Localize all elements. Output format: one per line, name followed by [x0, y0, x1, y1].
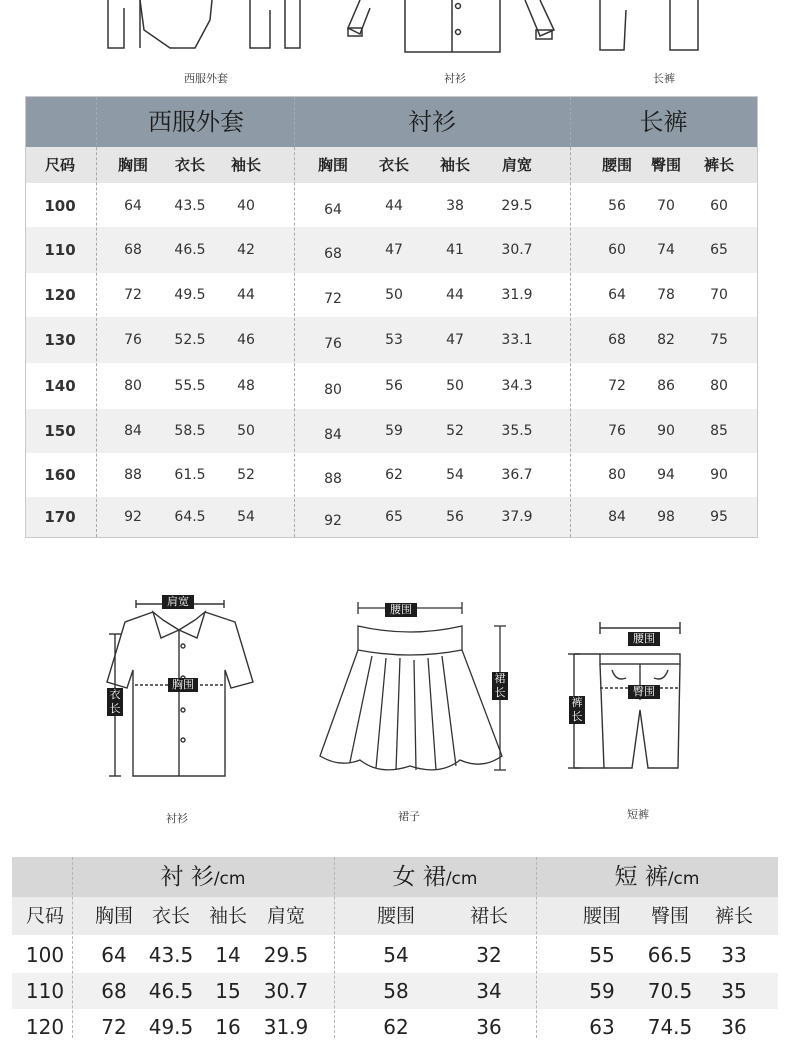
- size-cell: 150: [44, 422, 76, 440]
- table-cell: 92: [324, 513, 342, 529]
- table-cell: 74.5: [647, 1015, 693, 1039]
- column-hip: 臀围: [650, 905, 689, 927]
- section-shirt: [72, 857, 334, 897]
- table-cell: 64: [124, 198, 142, 214]
- table-cell: 78: [657, 287, 675, 303]
- table-cell: 33: [721, 943, 747, 967]
- table-cell: 30.7: [263, 979, 309, 1003]
- table-cell: 40: [237, 198, 255, 214]
- section-unit: /cm: [213, 869, 246, 889]
- column-hip: 臀围: [650, 156, 681, 174]
- table-cell: 47: [446, 332, 464, 348]
- table-cell: 36: [721, 1015, 747, 1039]
- section-suit-jacket: 西服外套: [148, 108, 244, 136]
- table-cell: 34.3: [501, 378, 533, 394]
- table-cell: 84: [124, 423, 142, 439]
- table-cell: 76: [124, 332, 142, 348]
- column-divider: [334, 857, 335, 1038]
- column-divider: [570, 97, 571, 537]
- suit-jacket-label: 西服外套: [184, 72, 228, 85]
- table-row: [26, 317, 757, 363]
- table-cell: 82: [657, 332, 675, 348]
- skirt-figure-label: 裙子: [398, 810, 420, 823]
- shirt-top-figure: [340, 0, 570, 60]
- table-cell: 14: [215, 943, 241, 967]
- table-cell: 62: [383, 1015, 409, 1039]
- table-cell: 49.5: [148, 1015, 194, 1039]
- table-cell: 75: [710, 332, 728, 348]
- table-cell: 50: [446, 378, 464, 394]
- table-row: [26, 453, 757, 497]
- table-cell: 36: [476, 1015, 502, 1039]
- table-cell: 52: [446, 423, 464, 439]
- table-cell: 58: [383, 979, 409, 1003]
- tag-length: 衣长: [107, 688, 123, 716]
- table-row: [12, 1009, 778, 1045]
- table-cell: 88: [324, 471, 342, 487]
- column-sleeve: 袖长: [230, 156, 261, 174]
- table-cell: 38: [446, 198, 464, 214]
- column-divider: [536, 857, 537, 1038]
- table-cell: 41: [446, 242, 464, 258]
- table-cell: 32: [476, 943, 502, 967]
- table-row: [26, 185, 757, 227]
- tag-pants-length: 裤长: [569, 696, 585, 724]
- table-cell: 35.5: [501, 423, 533, 439]
- tag-waist: 腰围: [385, 603, 417, 617]
- size-cell: 140: [44, 377, 76, 395]
- size-cell: 120: [25, 1015, 65, 1039]
- table-cell: 52: [237, 467, 255, 483]
- size-cell: 130: [44, 331, 76, 349]
- table-cell: 70: [710, 287, 728, 303]
- table-cell: 92: [124, 509, 142, 525]
- table-cell: 65: [710, 242, 728, 258]
- table-cell: 68: [324, 246, 342, 262]
- column-length: 衣长: [378, 156, 409, 174]
- table-cell: 53: [385, 332, 403, 348]
- table-cell: 33.1: [501, 332, 533, 348]
- column-size: 尺码: [44, 156, 75, 174]
- table-cell: 61.5: [174, 467, 206, 483]
- table-cell: 90: [657, 423, 675, 439]
- table-cell: 90: [710, 467, 728, 483]
- table-cell: 60: [710, 198, 728, 214]
- table-cell: 56: [608, 198, 626, 214]
- tag-chest: 胸围: [168, 678, 198, 692]
- table-cell: 86: [657, 378, 675, 394]
- column-waist: 腰围: [582, 905, 621, 927]
- table-cell: 72: [324, 291, 342, 307]
- table-row: [12, 973, 778, 1009]
- table-cell: 42: [237, 242, 255, 258]
- table-cell: 29.5: [501, 198, 533, 214]
- section-shorts: [536, 857, 778, 897]
- shirt-figure-label: 衬衫: [166, 812, 188, 825]
- table-cell: 74: [657, 242, 675, 258]
- table-row: [26, 363, 757, 409]
- column-waist: 腰围: [601, 156, 632, 174]
- tag-waist: 腰围: [628, 632, 660, 646]
- column-length: 衣长: [151, 905, 190, 927]
- table-cell: 59: [385, 423, 403, 439]
- column-sleeve: 袖长: [439, 156, 470, 174]
- size-table-main: [25, 96, 758, 538]
- table-cell: 68: [101, 979, 127, 1003]
- table-cell: 68: [608, 332, 626, 348]
- table-row: [26, 409, 757, 453]
- table-cell: 62: [385, 467, 403, 483]
- table-cell: 76: [608, 423, 626, 439]
- size-cell: 120: [44, 286, 76, 304]
- column-divider: [294, 97, 295, 537]
- table-row: [26, 497, 757, 537]
- table-cell: 46: [237, 332, 255, 348]
- table-row: [12, 937, 778, 973]
- table-cell: 31.9: [263, 1015, 309, 1039]
- table-cell: 84: [608, 509, 626, 525]
- size-cell: 170: [44, 508, 76, 526]
- table-cell: 50: [237, 423, 255, 439]
- table-cell: 64: [101, 943, 127, 967]
- table-row: [26, 273, 757, 317]
- table-cell: 59: [589, 979, 615, 1003]
- column-chest: 胸围: [117, 156, 148, 174]
- section-name: 衬 衫: [160, 864, 214, 890]
- table-cell: 44: [446, 287, 464, 303]
- table-cell: 56: [385, 378, 403, 394]
- section-unit: /cm: [445, 869, 478, 889]
- column-chest: 胸围: [317, 156, 348, 174]
- table-cell: 43.5: [174, 198, 206, 214]
- table-cell: 66.5: [647, 943, 693, 967]
- table-cell: 60: [608, 242, 626, 258]
- pants-label: 长裤: [653, 72, 675, 85]
- column-divider: [72, 857, 73, 1038]
- table-cell: 70.5: [647, 979, 693, 1003]
- section-unit: /cm: [667, 869, 700, 889]
- table-cell: 76: [324, 336, 342, 352]
- table-cell: 50: [385, 287, 403, 303]
- column-waist: 腰围: [376, 905, 415, 927]
- column-divider: [96, 97, 97, 537]
- table-cell: 80: [710, 378, 728, 394]
- section-name: 短 裤: [614, 864, 668, 890]
- size-table-summer: [12, 857, 778, 1047]
- table-cell: 63: [589, 1015, 615, 1039]
- table-cell: 72: [124, 287, 142, 303]
- table-cell: 85: [710, 423, 728, 439]
- column-chest: 胸围: [94, 905, 133, 927]
- table-cell: 64: [608, 287, 626, 303]
- pants-top-figure: [590, 0, 720, 60]
- table-cell: 80: [124, 378, 142, 394]
- column-length: 衣长: [174, 156, 205, 174]
- table-cell: 31.9: [501, 287, 533, 303]
- table-cell: 58.5: [174, 423, 206, 439]
- table-cell: 80: [608, 467, 626, 483]
- table-cell: 46.5: [148, 979, 194, 1003]
- table-cell: 54: [237, 509, 255, 525]
- column-shoulder: 肩宽: [501, 156, 532, 174]
- table-cell: 72: [608, 378, 626, 394]
- table-cell: 46.5: [174, 242, 206, 258]
- table-cell: 55: [589, 943, 615, 967]
- table-cell: 64: [324, 202, 342, 218]
- column-size: 尺码: [25, 905, 64, 927]
- suit-jacket-figure: [100, 0, 310, 60]
- column-pants-length: 裤长: [703, 156, 734, 174]
- section-shirt: 衬衫: [408, 108, 456, 136]
- table-cell: 44: [385, 198, 403, 214]
- section-skirt: [334, 857, 536, 897]
- column-pants-length: 裤长: [714, 905, 753, 927]
- table-cell: 95: [710, 509, 728, 525]
- table-cell: 54: [383, 943, 409, 967]
- shorts-figure-label: 短裤: [627, 808, 649, 821]
- table-cell: 48: [237, 378, 255, 394]
- table-cell: 98: [657, 509, 675, 525]
- table-cell: 70: [657, 198, 675, 214]
- table-cell: 94: [657, 467, 675, 483]
- table-cell: 47: [385, 242, 403, 258]
- table-cell: 80: [324, 382, 342, 398]
- table-cell: 29.5: [263, 943, 309, 967]
- table-cell: 88: [124, 467, 142, 483]
- size-cell: 100: [25, 943, 65, 967]
- shirt-label: 衬衫: [444, 72, 466, 85]
- table-cell: 15: [215, 979, 241, 1003]
- table-cell: 72: [101, 1015, 127, 1039]
- table-cell: 56: [446, 509, 464, 525]
- table-row: [26, 227, 757, 273]
- table-cell: 44: [237, 287, 255, 303]
- column-sleeve: 袖长: [208, 905, 247, 927]
- table-cell: 55.5: [174, 378, 206, 394]
- table-cell: 30.7: [501, 242, 533, 258]
- size-cell: 110: [25, 979, 65, 1003]
- table-cell: 16: [215, 1015, 241, 1039]
- section-name: 女 裙: [392, 864, 446, 890]
- column-skirt-length: 裙长: [469, 905, 508, 927]
- table-cell: 54: [446, 467, 464, 483]
- size-cell: 160: [44, 466, 76, 484]
- size-cell: 110: [44, 241, 76, 259]
- table-cell: 35: [721, 979, 747, 1003]
- table-cell: 34: [476, 979, 502, 1003]
- section-pants: 长裤: [639, 108, 688, 136]
- table-cell: 68: [124, 242, 142, 258]
- table-cell: 43.5: [148, 943, 194, 967]
- table-cell: 84: [324, 427, 342, 443]
- size-cell: 100: [44, 197, 76, 215]
- tag-hip: 臀围: [628, 685, 660, 699]
- tag-shoulder-width: 肩宽: [162, 595, 194, 609]
- tag-skirt-length: 裙长: [492, 672, 508, 700]
- table-cell: 52.5: [174, 332, 206, 348]
- column-shoulder: 肩宽: [266, 905, 305, 927]
- table-cell: 37.9: [501, 509, 533, 525]
- table-cell: 65: [385, 509, 403, 525]
- table-cell: 36.7: [501, 467, 533, 483]
- table-cell: 64.5: [174, 509, 206, 525]
- table-cell: 49.5: [174, 287, 206, 303]
- skirt-measure-figure: [310, 598, 515, 793]
